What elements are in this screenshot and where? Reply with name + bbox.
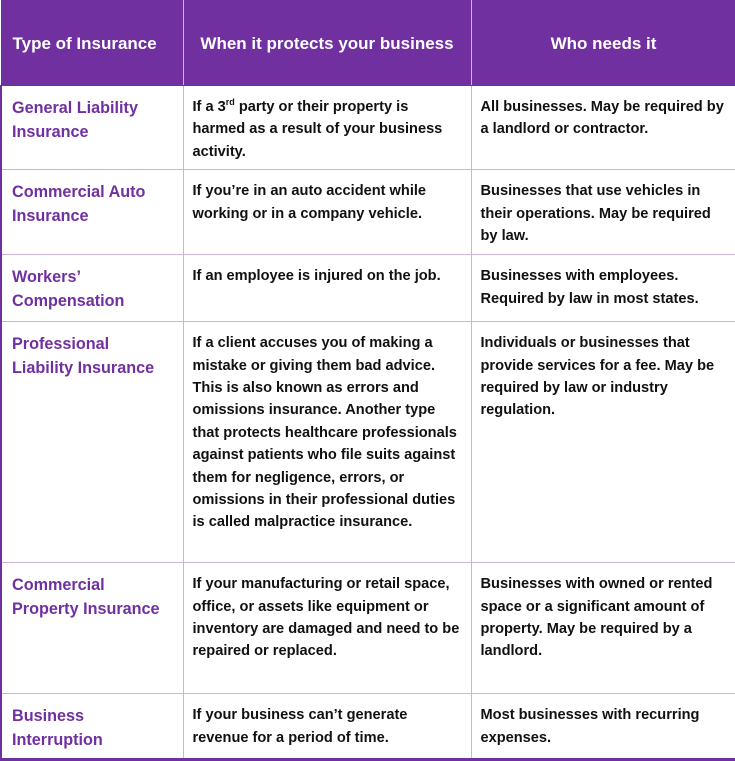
- who-needs-cell: All businesses. May be required by a landlord or contractor.: [471, 86, 735, 170]
- insurance-type-cell: Professional Liability Insurance: [1, 322, 183, 563]
- insurance-type-cell: General Liability Insurance: [1, 86, 183, 170]
- when-protects-cell: If a client accuses you of making a mistake or giving them bad advice. This is also known as errors and omissions insurance. Another type that protects healthcare professionals against patients who file suits against them for negligence, errors, or omissions in their professional duties is called malpractice insurance.: [183, 322, 471, 563]
- when-text-suffix: party or their property is harmed as a result of your business activity.: [192, 99, 443, 160]
- when-protects-cell: If you’re in an auto accident while working or in a company vehicle.: [183, 170, 471, 255]
- when-text-prefix: If a 3: [192, 99, 226, 115]
- table-row: [1, 322, 735, 563]
- insurance-type-cell: Business Interruption: [1, 694, 183, 760]
- insurance-type-cell: Commercial Auto Insurance: [1, 170, 183, 255]
- who-needs-cell: Businesses that use vehicles in their operations. May be required by law.: [471, 170, 735, 255]
- table-row: [1, 86, 735, 170]
- ordinal-superscript: rd: [225, 97, 235, 107]
- insurance-type-cell: Commercial Property Insurance: [1, 563, 183, 694]
- when-protects-cell: If your business can’t generate revenue for a period of time.: [183, 694, 471, 760]
- who-needs-cell: Businesses with employees. Required by law in most states.: [471, 255, 735, 322]
- insurance-type-cell: Workers’ Compensation: [1, 255, 183, 322]
- table-header-row: [1, 1, 735, 86]
- header-type-of-insurance: Type of Insurance: [1, 1, 183, 86]
- table-row: [1, 563, 735, 694]
- header-who-needs-it: Who needs it: [471, 1, 735, 86]
- who-needs-cell: Businesses with owned or rented space or a significant amount of property. May be required by a landlord.: [471, 563, 735, 694]
- table-row: [1, 694, 735, 760]
- who-needs-cell: Individuals or businesses that provide services for a fee. May be required by law or industry regulation.: [471, 322, 735, 563]
- when-protects-cell: If an employee is injured on the job.: [183, 255, 471, 322]
- table-row: [1, 255, 735, 322]
- table-row: [1, 170, 735, 255]
- when-protects-cell: [183, 86, 471, 170]
- header-when-it-protects: When it protects your business: [183, 1, 471, 86]
- who-needs-cell: Most businesses with recurring expenses.: [471, 694, 735, 760]
- when-protects-cell: If your manufacturing or retail space, office, or assets like equipment or inventory are damaged and need to be repaired or replaced.: [183, 563, 471, 694]
